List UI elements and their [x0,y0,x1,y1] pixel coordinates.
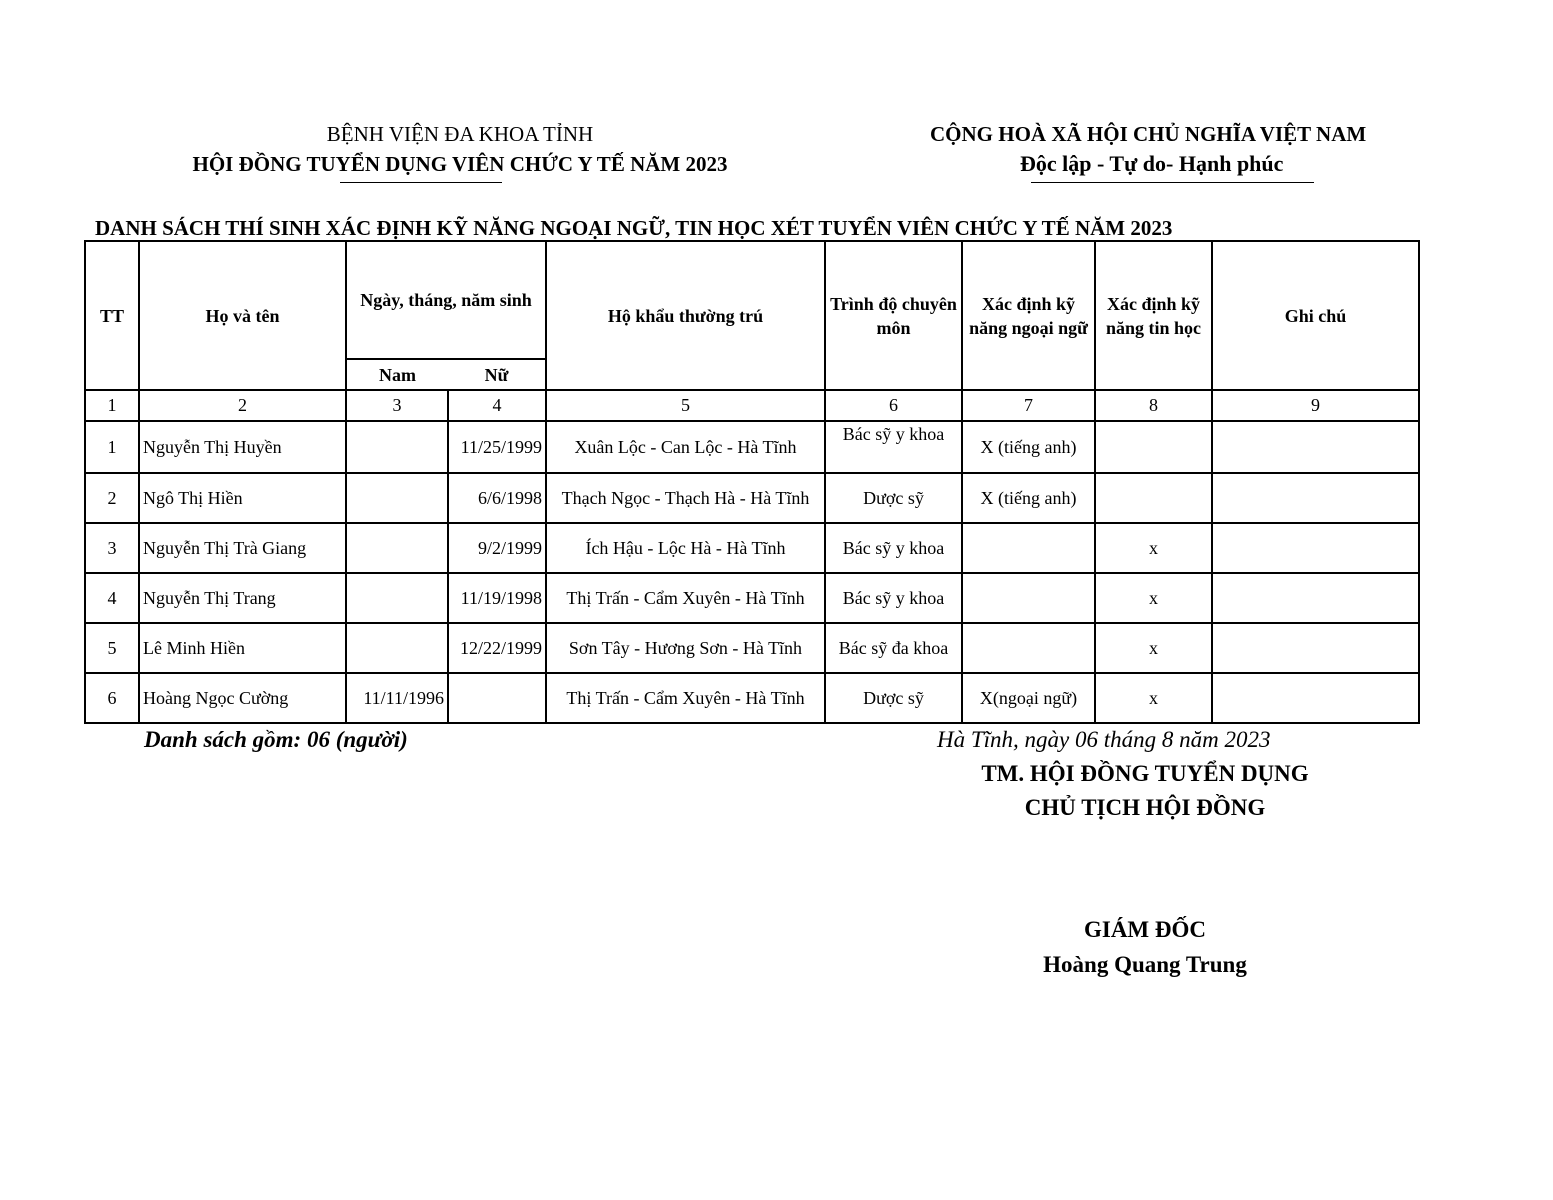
column-number: 9 [1212,390,1419,421]
issuing-organization [140,120,780,180]
list-count: Danh sách gồm: 06 (người) [144,727,408,752]
cell-tt: 2 [85,473,139,523]
national-motto: Độc lập - Tự do- Hạnh phúc [1020,151,1284,176]
cell-note [1212,623,1419,673]
national-header [930,120,1420,180]
chairman-title: CHỦ TỊCH HỘI ĐỒNG [1024,795,1266,820]
candidate-table [84,240,1420,724]
column-number: 6 [825,390,962,421]
column-number: 7 [962,390,1095,421]
cell-qualification: Bác sỹ y khoa [825,421,962,473]
cell-dob-male [346,421,448,473]
document-title: DANH SÁCH THÍ SINH XÁC ĐỊNH KỸ NĂNG NGOẠI NGỮ, TIN HỌC XÉT TUYỂN VIÊN CHỨC Y TẾ NĂM 2023 [95,216,1173,240]
cell-qualification: Dược sỹ [825,673,962,723]
cell-dob-male [346,573,448,623]
cell-dob-female: 12/22/1999 [448,623,546,673]
header-language-skill: Xác định kỹ năng ngoại ngữ [962,241,1095,390]
hospital-name: BỆNH VIỆN ĐA KHOA TỈNH [326,122,594,146]
cell-name: Nguyễn Thị Trà Giang [139,523,346,573]
cell-note [1212,573,1419,623]
cell-qualification: Bác sỹ y khoa [825,523,962,573]
header-note: Ghi chú [1212,241,1419,390]
cell-address: Thị Trấn - Cẩm Xuyên - Hà Tĩnh [546,673,825,723]
cell-tt: 6 [85,673,139,723]
table-row [85,673,1419,723]
cell-it-skill: x [1095,623,1212,673]
header-qualification: Trình độ chuyên môn [825,241,962,390]
cell-address: Sơn Tây - Hương Sơn - Hà Tĩnh [546,623,825,673]
cell-name: Nguyễn Thị Huyền [139,421,346,473]
column-number-row [85,390,1419,421]
table-row [85,623,1419,673]
cell-name: Hoàng Ngọc Cường [139,673,346,723]
cell-dob-male [346,473,448,523]
table-header-row [85,241,1419,359]
cell-it-skill: x [1095,673,1212,723]
table-row [85,573,1419,623]
cell-dob-male [346,623,448,673]
council-name: HỘI ĐỒNG TUYỂN DỤNG VIÊN CHỨC Y TẾ NĂM 2023 [192,152,728,176]
cell-dob-female: 6/6/1998 [448,473,546,523]
header-male: Nam [346,359,448,390]
motto-underline [1031,182,1314,183]
signer-name: Hoàng Quang Trung [1043,952,1247,977]
table-row [85,473,1419,523]
cell-language-skill [962,573,1095,623]
cell-dob-female: 11/19/1998 [448,573,546,623]
cell-name: Ngô Thị Hiền [139,473,346,523]
cell-dob-male [346,523,448,573]
cell-note [1212,523,1419,573]
cell-note [1212,673,1419,723]
cell-dob-female: 9/2/1999 [448,523,546,573]
cell-tt: 1 [85,421,139,473]
left-header-underline [340,182,502,183]
cell-tt: 5 [85,623,139,673]
table-row [85,421,1419,473]
cell-address: Ích Hậu - Lộc Hà - Hà Tĩnh [546,523,825,573]
table-row [85,523,1419,573]
column-number: 8 [1095,390,1212,421]
column-number: 2 [139,390,346,421]
cell-address: Thạch Ngọc - Thạch Hà - Hà Tĩnh [546,473,825,523]
cell-language-skill: X (tiếng anh) [962,421,1095,473]
cell-it-skill: x [1095,523,1212,573]
column-number: 4 [448,390,546,421]
cell-qualification: Dược sỹ [825,473,962,523]
cell-tt: 4 [85,573,139,623]
header-dob: Ngày, tháng, năm sinh [346,241,546,359]
cell-qualification: Bác sỹ đa khoa [825,623,962,673]
cell-it-skill: x [1095,573,1212,623]
cell-qualification: Bác sỹ y khoa [825,573,962,623]
cell-language-skill: X(ngoại ngữ) [962,673,1095,723]
cell-note [1212,473,1419,523]
cell-language-skill [962,623,1095,673]
cell-dob-female [448,673,546,723]
cell-name: Lê Minh Hiền [139,623,346,673]
cell-it-skill [1095,421,1212,473]
column-number: 3 [346,390,448,421]
cell-dob-female: 11/25/1999 [448,421,546,473]
column-number: 1 [85,390,139,421]
header-female: Nữ [448,359,546,390]
cell-it-skill [1095,473,1212,523]
cell-tt: 3 [85,523,139,573]
signer-position: GIÁM ĐỐC [1083,917,1207,942]
cell-language-skill [962,523,1095,573]
nation-name: CỘNG HOÀ XÃ HỘI CHỦ NGHĨA VIỆT NAM [930,122,1367,146]
signer-block [930,912,1360,982]
header-name: Họ và tên [139,241,346,390]
cell-name: Nguyễn Thị Trang [139,573,346,623]
place-and-date: Hà Tĩnh, ngày 06 tháng 8 năm 2023 [937,727,1271,752]
header-address: Hộ khẩu thường trú [546,241,825,390]
signature-block [930,757,1360,825]
cell-dob-male: 11/11/1996 [346,673,448,723]
cell-address: Thị Trấn - Cẩm Xuyên - Hà Tĩnh [546,573,825,623]
header-it-skill: Xác định kỹ năng tin học [1095,241,1212,390]
header-tt: TT [85,241,139,390]
on-behalf-line: TM. HỘI ĐỒNG TUYỂN DỤNG [981,761,1309,786]
cell-address: Xuân Lộc - Can Lộc - Hà Tĩnh [546,421,825,473]
column-number: 5 [546,390,825,421]
cell-language-skill: X (tiếng anh) [962,473,1095,523]
cell-note [1212,421,1419,473]
